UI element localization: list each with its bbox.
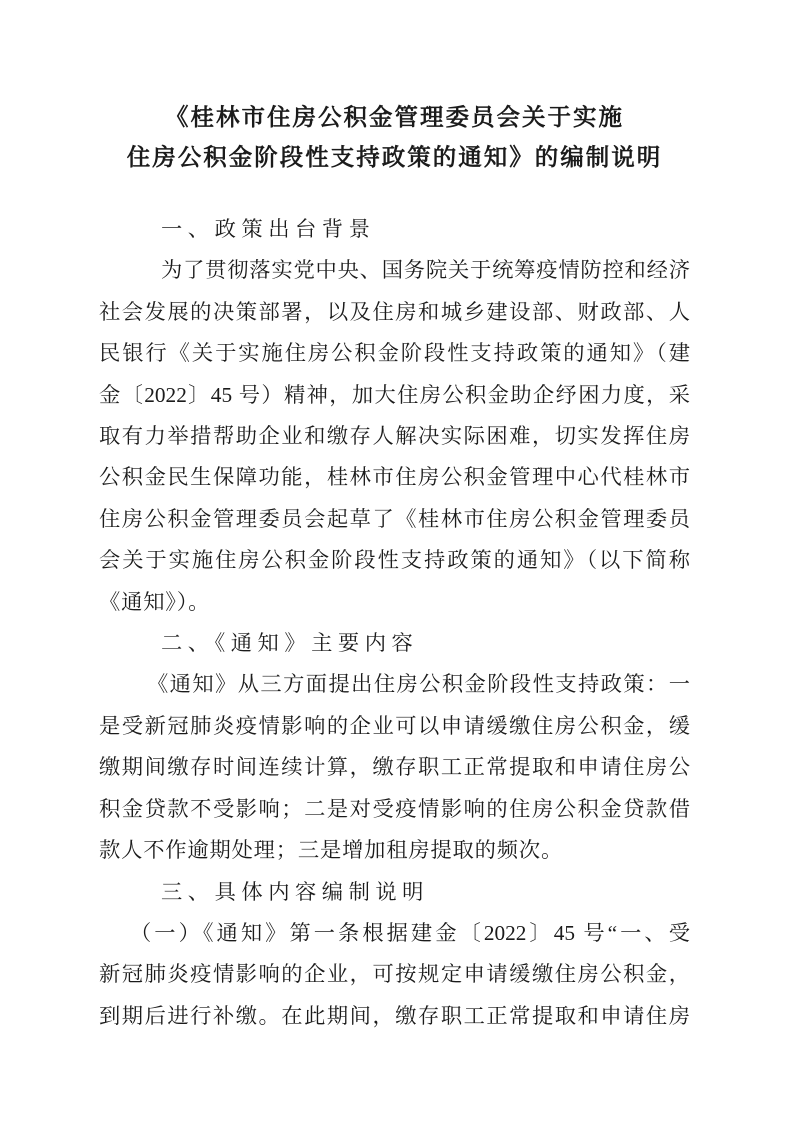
document-title-line-1: 《桂林市住房公积金管理委员会关于实施 [165,105,624,131]
document-body [99,209,690,1037]
text-line: 款人不作逾期处理；三是增加租房提取的频次。 [99,838,564,863]
text-line: 公积金民生保障功能，桂林市住房公积金管理中心代桂林市 [99,465,690,490]
text-line: 到期后进行补缴。在此期间，缴存职工正常提取和申请住房 [99,1003,690,1028]
section-heading-1: 一、政策出台背景 [161,217,376,241]
text-line: 《通知》从三方面提出住房公积金阶段性支持政策：一 [147,672,690,697]
text-line: 住房公积金管理委员会起草了《桂林市住房公积金管理委员 [99,506,690,531]
text-line: 积金贷款不受影响；二是对受疫情影响的住房公积金贷款借 [99,796,690,821]
text-line: 是受新冠肺炎疫情影响的企业可以申请缓缴住房公积金，缓 [99,713,690,738]
text-line: 社会发展的决策部署，以及住房和城乡建设部、财政部、人 [99,299,690,324]
text-line: 为了贯彻落实党中央、国务院关于统筹疫情防控和经济 [161,258,690,283]
text-line: 缴期间缴存时间连续计算，缴存职工正常提取和申请住房公 [99,755,690,780]
document-title [99,98,690,178]
section-heading-2: 二、《通知》主要内容 [161,631,419,656]
text-line: （一）《通知》第一条根据建金〔2022〕45 号“一、受 [130,920,690,945]
text-line: 取有力举措帮助企业和缴存人解决实际困难，切实发挥住房 [99,424,690,449]
text-line: 《通知》）。 [99,589,211,614]
section-heading-3: 三、具体内容编制说明 [161,879,429,904]
text-line: 金〔2022〕45 号）精神，加大住房公积金助企纾困力度，采 [99,382,690,407]
document-title-line-2: 住房公积金阶段性支持政策的通知》的编制说明 [126,145,663,171]
text-line: 民银行《关于实施住房公积金阶段性支持政策的通知》（建 [99,341,690,366]
text-line: 会关于实施住房公积金阶段性支持政策的通知》（以下简称 [99,548,690,573]
text-line: 新冠肺炎疫情影响的企业，可按规定申请缓缴住房公积金， [99,962,690,987]
